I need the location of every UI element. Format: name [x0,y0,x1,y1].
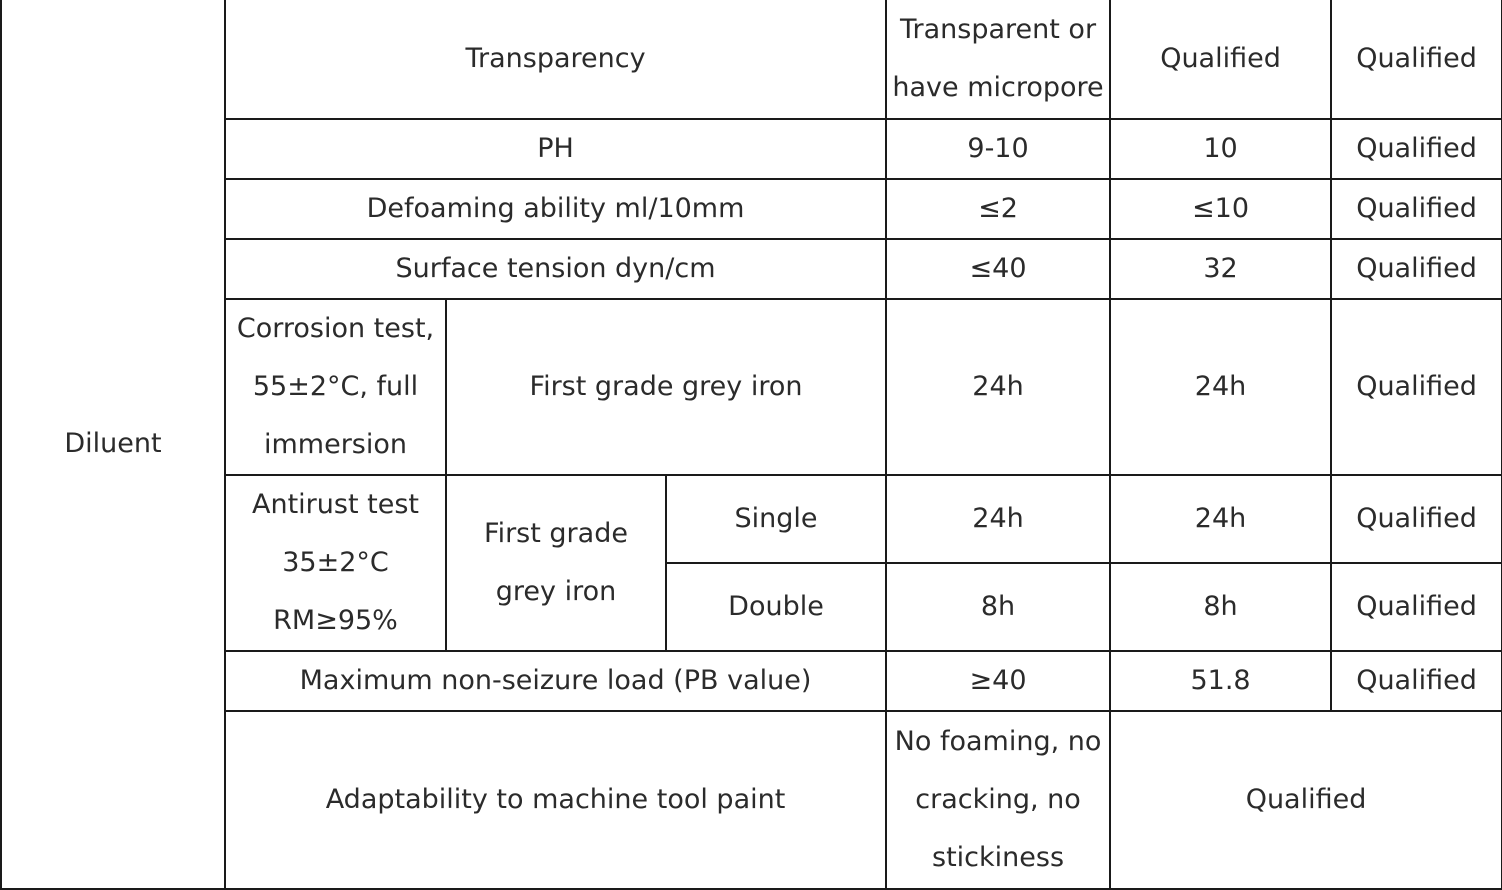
standard-cell: 24h [886,299,1110,475]
table-row-corrosion-test [1,299,1502,475]
standard-cell: ≤2 [886,179,1110,239]
table-row-ph [1,119,1502,179]
material-cell [446,475,666,651]
standard-line: have micropore [892,72,1104,103]
standard-line: cracking, no [915,784,1081,815]
item-cell [225,475,446,651]
category-cell: Diluent [1,0,225,889]
judgement-cell: Qualified [1331,119,1502,179]
result-cell: 24h [1110,475,1331,563]
item-line: 55±2°C, full [252,371,419,402]
sub-cell: Double [666,563,886,651]
sub-cell: Single [666,475,886,563]
item-cell: PH [225,119,886,179]
standard-cell [886,711,1110,889]
result-cell: Qualified [1110,0,1331,119]
judgement-cell: Qualified [1331,239,1502,299]
item-line: RM≥95% [273,605,398,636]
result-cell: 51.8 [1110,651,1331,711]
item-cell: Defoaming ability ml/10mm [225,179,886,239]
material-line: First grade [484,518,628,549]
standard-line: No foaming, no [894,726,1102,757]
table-row-antirust-single [1,475,1502,563]
item-cell: Adaptability to machine tool paint [225,711,886,889]
result-cell: 8h [1110,563,1331,651]
item-line: Antirust test [252,489,419,520]
standard-cell [886,0,1110,119]
table-row-non-seizure-load [1,651,1502,711]
standard-cell: ≤40 [886,239,1110,299]
table-row-defoaming [1,179,1502,239]
standard-cell: 8h [886,563,1110,651]
material-cell: First grade grey iron [446,299,886,475]
item-cell: Surface tension dyn/cm [225,239,886,299]
item-line: Corrosion test, [236,313,435,344]
standard-cell: 9-10 [886,119,1110,179]
judgement-cell: Qualified [1331,179,1502,239]
judgement-cell: Qualified [1331,475,1502,563]
table-row-transparency [1,0,1502,119]
judgement-cell: Qualified [1331,651,1502,711]
result-cell: 10 [1110,119,1331,179]
standard-cell: ≥40 [886,651,1110,711]
item-cell [225,299,446,475]
item-line: immersion [263,429,407,460]
judgement-cell: Qualified [1331,299,1502,475]
item-line: 35±2°C [282,547,389,578]
result-cell: Qualified [1110,711,1502,889]
standard-line: stickiness [932,842,1065,873]
material-line: grey iron [495,576,617,607]
judgement-cell: Qualified [1331,563,1502,651]
result-cell: 24h [1110,299,1331,475]
standard-cell: 24h [886,475,1110,563]
table-row-surface-tension [1,239,1502,299]
standard-line: Transparent or [900,14,1097,45]
item-cell: Transparency [225,0,886,119]
result-cell: 32 [1110,239,1331,299]
judgement-cell: Qualified [1331,0,1502,119]
result-cell: ≤10 [1110,179,1331,239]
table-row-paint-adaptability [1,711,1502,889]
item-cell: Maximum non-seizure load (PB value) [225,651,886,711]
